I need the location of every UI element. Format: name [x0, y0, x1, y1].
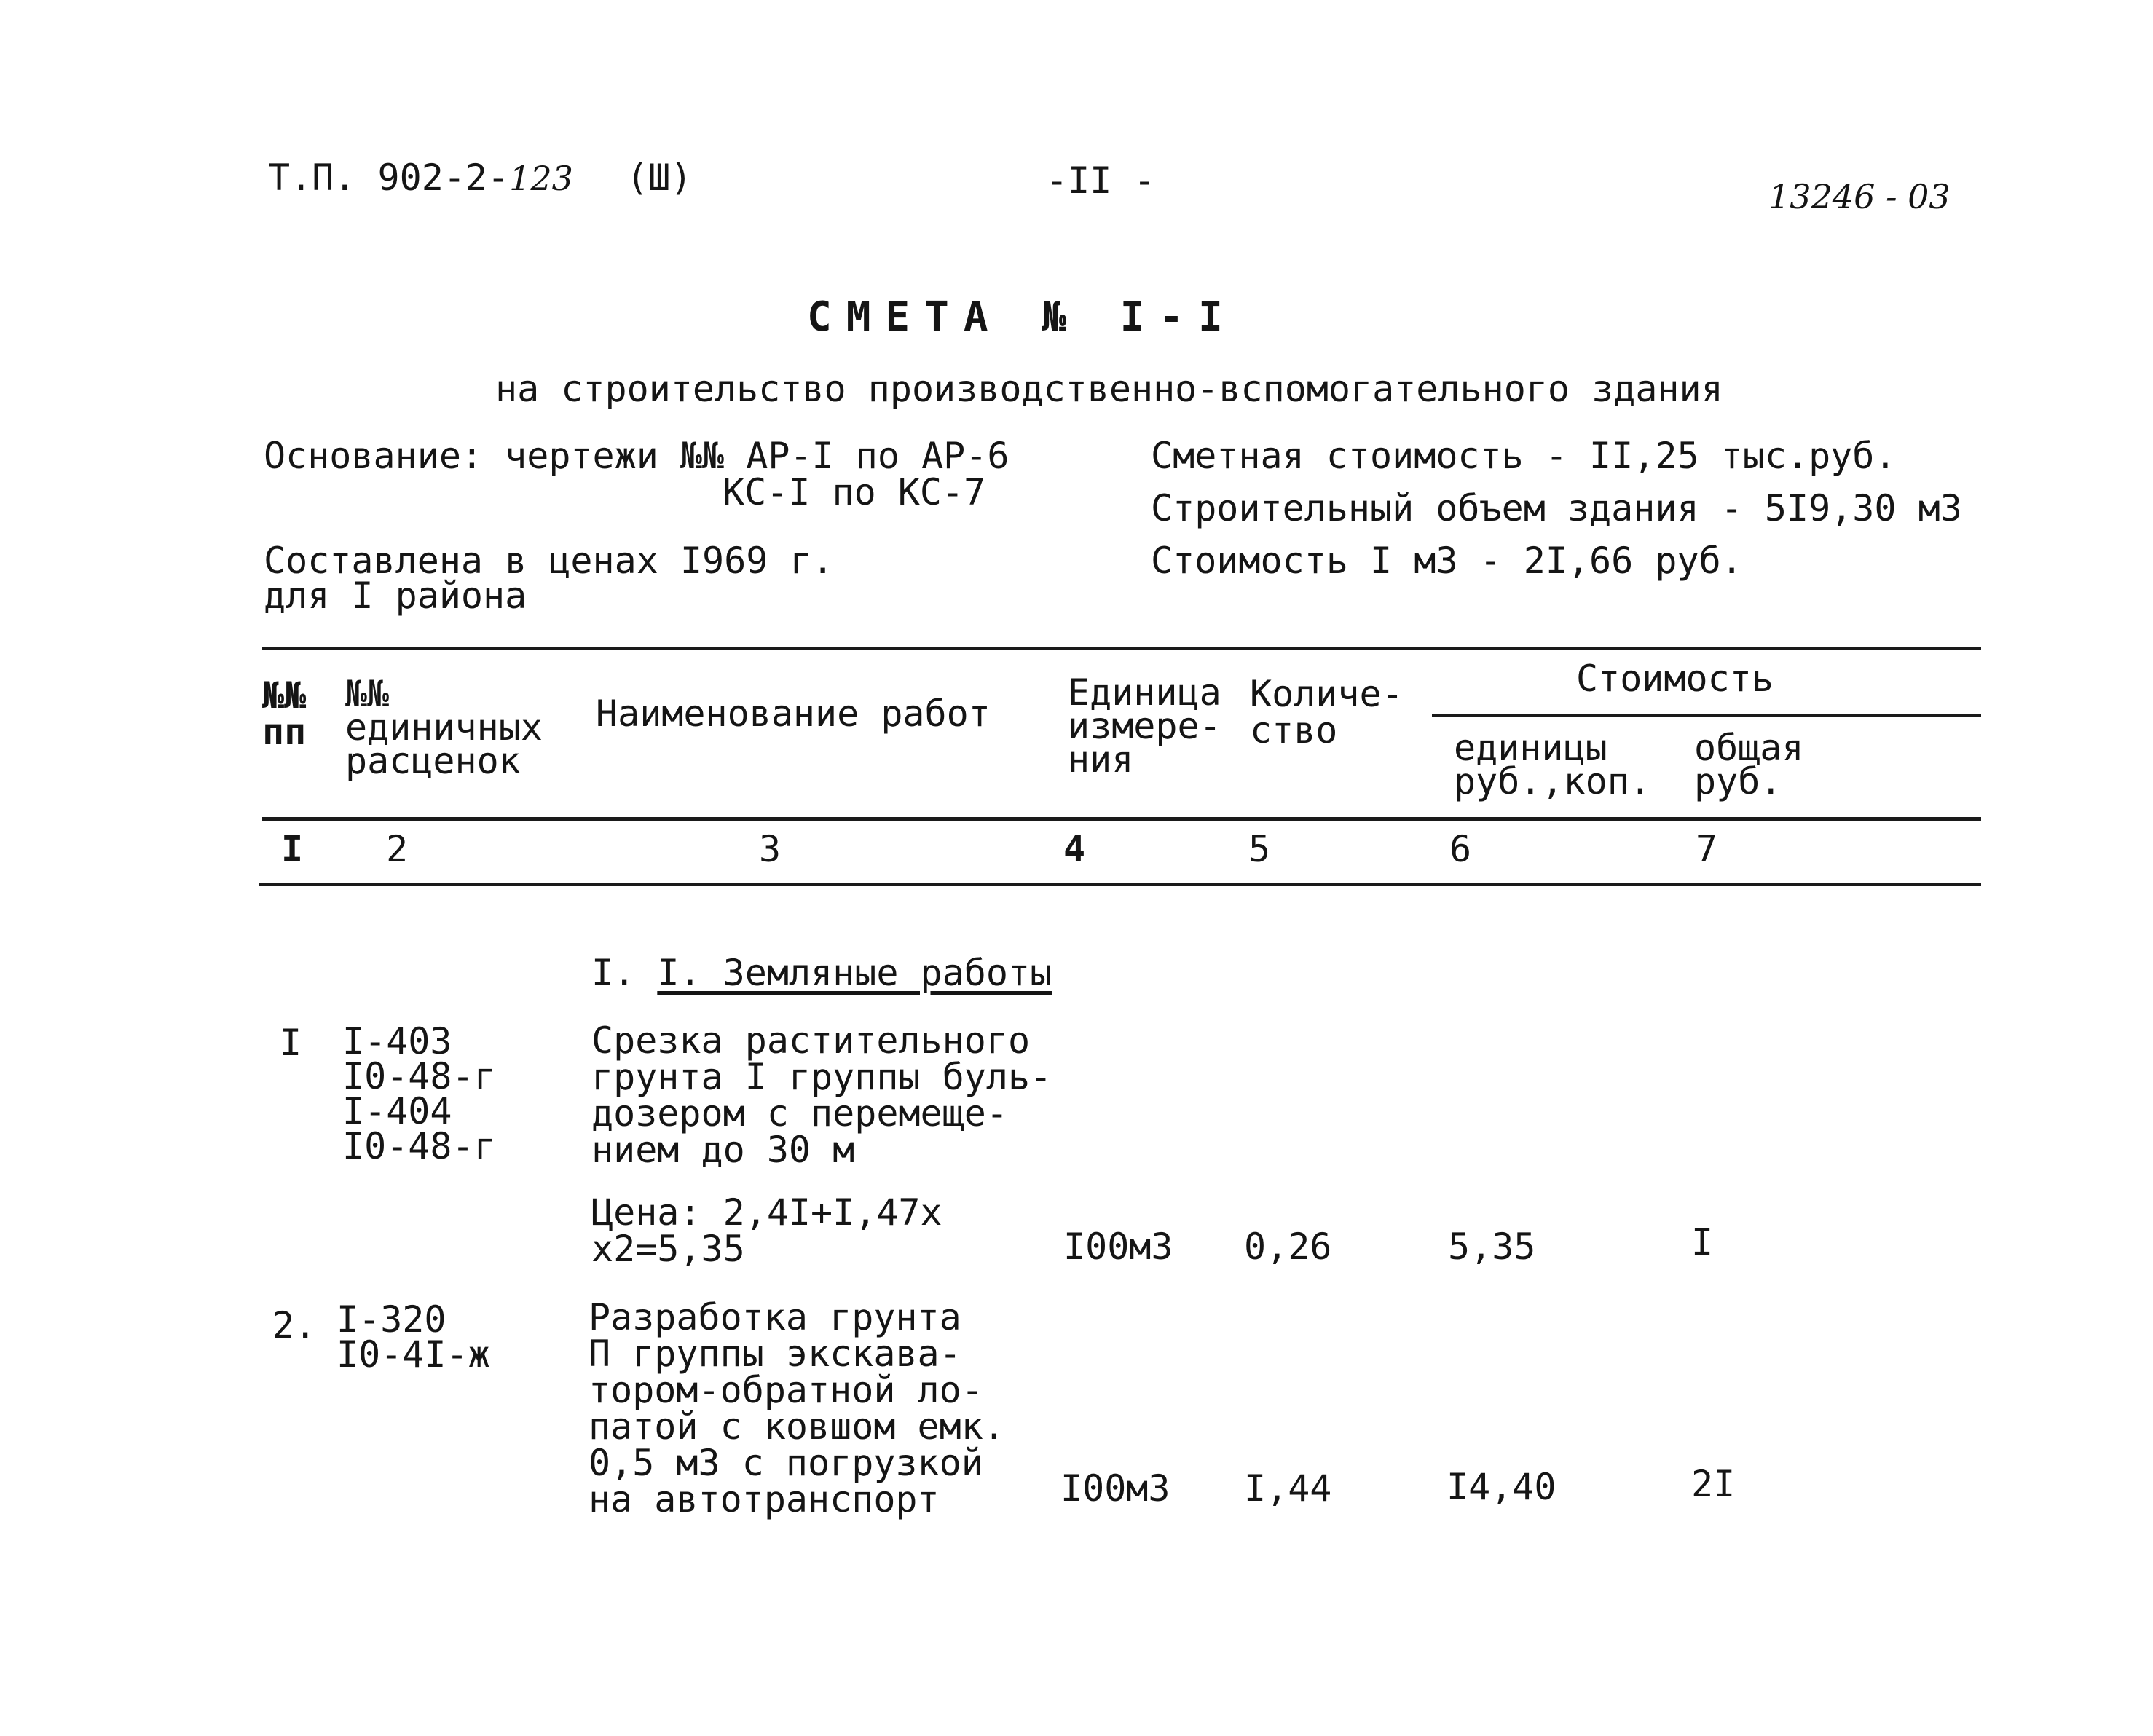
col-header-total: общая руб. [1694, 727, 1804, 802]
page-subtitle: на строительство производственно-вспомогательного здания [495, 368, 1723, 410]
col-header-codes: №№ единичных расценок [345, 673, 543, 782]
row-1-no: I [280, 1022, 302, 1064]
row-1-name: Срезка растительного грунта I группы буль- дозером с перемеще- нием до 30 м [591, 1019, 1052, 1171]
colnum-bottom-rule [259, 883, 1981, 886]
row-1-unit-cost: 5,35 [1448, 1226, 1536, 1268]
row-2-no: 2. [272, 1304, 317, 1346]
col-number-4: 4 [1063, 828, 1086, 870]
col-header-unit-cost: единицы руб.,коп. [1454, 727, 1651, 802]
col-number-7: 7 [1696, 828, 1718, 870]
building-volume: Строительный объем здания - 5I9,30 м3 [1151, 487, 1962, 529]
col-number-6: 6 [1449, 828, 1472, 870]
prices-year: Составлена в ценах I969 г. [264, 540, 834, 582]
unit-cost: Стоимость I м3 - 2I,66 руб. [1151, 540, 1743, 582]
row-2-codes: I-320 I0-4I-ж [336, 1298, 490, 1376]
row-1-codes: I-403 I0-48-г I-404 I0-48-г [342, 1020, 496, 1167]
row-2-qty: I,44 [1244, 1467, 1332, 1510]
col-number-1: I [281, 828, 304, 870]
estimated-cost: Сметная стоимость - II,25 тыс.руб. [1151, 435, 1897, 477]
archive-number: 13246 - 03 [1768, 177, 1951, 216]
section-heading [591, 954, 1052, 992]
col-header-qty: Количе- ство [1250, 673, 1404, 751]
doc-code: Т.П. 902-2-123 [268, 157, 573, 199]
region: для I района [264, 575, 527, 617]
stoimost-divider [1432, 714, 1981, 717]
row-1-unit: I00м3 [1063, 1226, 1173, 1268]
row-2-total: 2I [1691, 1463, 1736, 1505]
basis-label: Основание: чертежи №№ АР-I по АР-6 [264, 435, 1009, 477]
header-bottom-rule [262, 817, 1981, 821]
table-top-rule [262, 647, 1981, 650]
doc-code-handwritten: 123 [509, 159, 573, 198]
row-1-qty: 0,26 [1244, 1226, 1332, 1268]
basis-line2: КС-I по КС-7 [723, 471, 986, 513]
page-number: -II - [1046, 159, 1156, 202]
section-title: I. Земляные работы [657, 952, 1052, 994]
col-header-name: Наименование работ [596, 693, 991, 735]
col-number-2: 2 [386, 828, 409, 870]
col-number-5: 5 [1248, 828, 1271, 870]
col-header-no: №№ пп [262, 674, 307, 753]
page-title: СМЕТА № I-I [807, 293, 1237, 341]
row-2-name: Разработка грунта П группы экскава- тором-обратной ло- патой с ковшом емк. 0,5 м3 с погрузкой на автотранспорт [589, 1296, 1005, 1520]
col-number-3: 3 [759, 828, 782, 870]
row-1-total: I [1691, 1221, 1714, 1263]
section-number: I. [591, 952, 636, 994]
row-2-unit: I00м3 [1060, 1467, 1170, 1510]
col-header-unit: Единица измере- ния [1068, 671, 1221, 781]
row-1-price-note: Цена: 2,4I+I,47х х2=5,35 [591, 1191, 942, 1270]
doc-part: (Ш) [626, 157, 693, 199]
col-header-stoimost: Стоимость [1576, 658, 1774, 700]
row-2-unit-cost: I4,40 [1447, 1466, 1556, 1508]
